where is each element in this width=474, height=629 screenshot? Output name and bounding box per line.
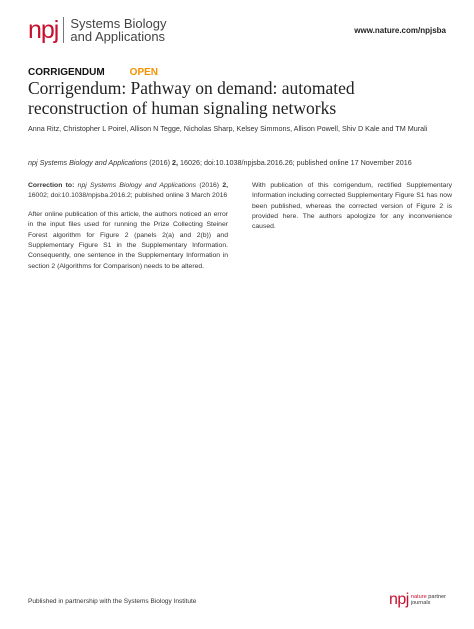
correction-label: Correction to: (28, 182, 75, 189)
footer-nature-text (411, 594, 446, 606)
author-list: Anna Ritz, Christopher L Poirel, Allison N Tegge, Nicholas Sharp, Kelsey Simmons, Allison Powell, Shiv D Kale and TM Murali (28, 124, 428, 133)
citation-line (28, 158, 453, 167)
correction-year: (2016) (196, 182, 223, 189)
journal-name-line2: and Applications (70, 29, 166, 44)
footer-npj-mark: npj (388, 591, 409, 608)
footer-nature-word: nature (410, 594, 427, 600)
journal-name (70, 17, 166, 43)
open-access-badge: OPEN (129, 67, 159, 78)
article-type-label: CORRIGENDUM (28, 67, 105, 78)
footer-partner-word: partner (428, 594, 446, 600)
nature-partner-journals-logo (389, 592, 446, 608)
correction-details: 16002; doi:10.1038/npjsba.2016.2; published online 3 March 2016 (28, 192, 228, 200)
left-column (28, 181, 228, 280)
right-column (252, 181, 452, 241)
correction-reference (28, 181, 228, 202)
citation-year: (2016) (147, 158, 172, 167)
correction-journal: npj Systems Biology and Applications (77, 182, 197, 189)
footer-journals-word: journals (410, 600, 431, 606)
citation-journal: npj Systems Biology and Applications (28, 158, 148, 167)
body-paragraph-1: After online publication of this article, the authors noticed an error in the input files used for running the Prize Collecting Steiner Forest algorithm for Figure 2 (panels 2(a) and 2(b)) and Supplementary Figure S1 in the Supplementary Information. Consequently, one sentence in the Supplementary Information in section 2 (Algorithms for Comparison) needs to be altered. (28, 211, 228, 270)
journal-logo (28, 17, 166, 43)
correction-volume: 2, (222, 182, 228, 189)
citation-details: 16026; doi:10.1038/npjsba.2016.26; published online 17 November 2016 (177, 158, 412, 167)
article-title: Corrigendum: Pathway on demand: automated reconstruction of human signaling networks (28, 78, 355, 118)
article-type-row (28, 67, 158, 78)
journal-name-line1: Systems Biology (70, 16, 167, 31)
body-paragraph-2: With publication of this corrigendum, rectified Supplementary Information including corrected Supplementary Figure S1 has now been published, whereas the corrected version of Figure 2 is provided here. The authors apologize for any inconvenience caused. (252, 182, 452, 231)
npj-logo-mark: npj (28, 15, 59, 44)
citation-volume: 2, (171, 158, 178, 167)
site-url-link[interactable]: www.nature.com/npjsba (354, 26, 446, 35)
logo-divider (63, 17, 64, 43)
partnership-footer: Published in partnership with the Systems Biology Institute (28, 598, 197, 605)
